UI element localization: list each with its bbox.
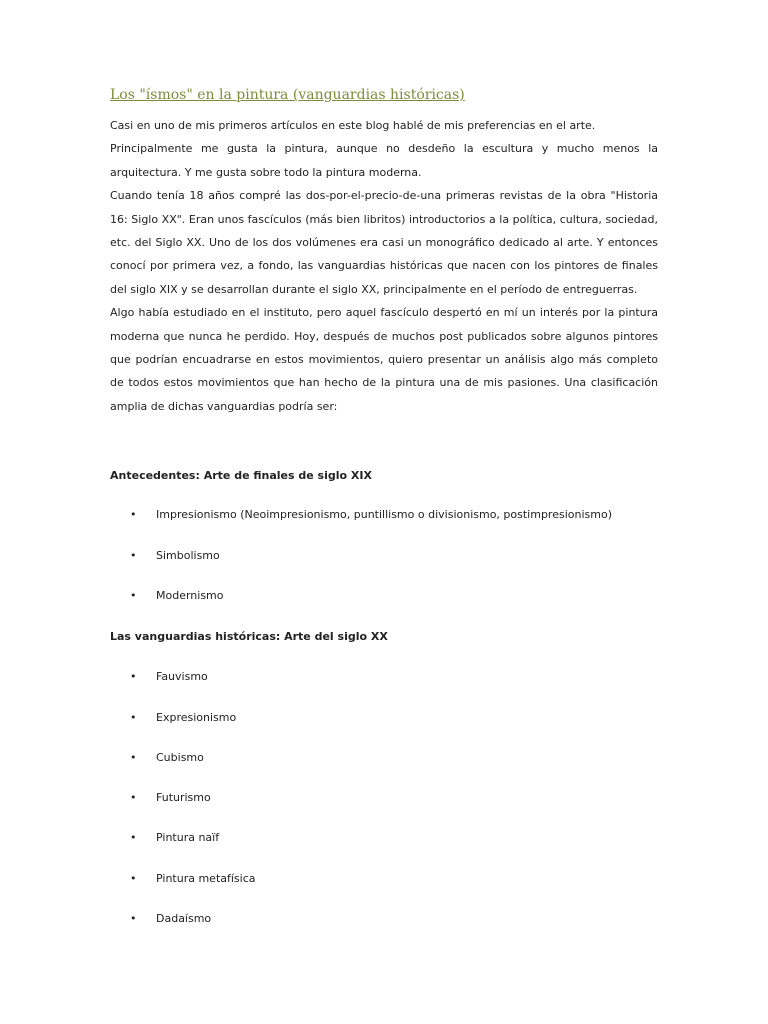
list-item: [130, 791, 211, 804]
list-item: [130, 589, 224, 602]
section-heading-vanguardias: Las vanguardias históricas: Arte del siglo XX: [110, 630, 388, 643]
list-item-label: Pintura naïf: [156, 831, 220, 844]
list-item-label: Cubismo: [156, 751, 204, 764]
bullet-icon: •: [130, 549, 137, 562]
list-item: [130, 872, 256, 885]
bullet-icon: •: [130, 508, 137, 521]
list-item-label: Futurismo: [156, 791, 211, 804]
list-item: [130, 711, 236, 724]
list-item-label: Pintura metafísica: [156, 872, 256, 885]
bullet-icon: •: [130, 831, 137, 844]
bullet-icon: •: [130, 751, 137, 764]
bullet-icon: •: [130, 589, 137, 602]
list-item-label: Simbolismo: [156, 549, 220, 562]
list-item-label: Expresionismo: [156, 711, 237, 724]
bullet-icon: •: [130, 872, 137, 885]
bullet-icon: •: [130, 711, 137, 724]
list-item-label: Dadaísmo: [156, 912, 212, 925]
paragraph: Cuando tenía 18 años compré las dos-por-el-precio-de-una primeras revistas de la obra "Historia 16: Siglo XX". Eran unos fascículos (más bien libritos) introductorios a la política, cultura, sociedad, etc. del Siglo XX. Uno de los dos volúmenes era casi un monográfico dedicado al arte. Y entonces conocí por primera vez, a fondo, las vanguardias históricas que nacen con los pintores de finales del siglo XIX y se desarrollan durante el siglo XX, principalmente en el período de entreguerras.: [110, 189, 658, 296]
bullet-icon: •: [130, 670, 137, 683]
article-body: [110, 114, 658, 418]
bullet-icon: •: [130, 791, 137, 804]
list-item-label: Modernismo: [156, 589, 224, 602]
list-item: [130, 508, 612, 521]
article-title[interactable]: Los "ísmos" en la pintura (vanguardias históricas): [110, 87, 465, 103]
section-heading-antecedentes: Antecedentes: Arte de finales de siglo XIX: [110, 469, 372, 482]
paragraph: Principalmente me gusta la pintura, aunque no desdeño la escultura y mucho menos la arquitectura. Y me gusta sobre todo la pintura moderna.: [110, 142, 658, 179]
list-item-label: Fauvismo: [156, 670, 208, 683]
paragraph: Algo había estudiado en el instituto, pero aquel fascículo despertó en mí un interés por la pintura moderna que nunca he perdido. Hoy, después de muchos post publicados sobre algunos pintores que podrían encuadrarse en estos movimientos, quiero presentar un análisis algo más completo de todos estos movimientos que han hecho de la pintura una de mis pasiones. Una clasificación amplia de dichas vanguardias podría ser:: [110, 306, 658, 413]
bullet-icon: •: [130, 912, 137, 925]
list-item: [130, 670, 208, 683]
list-item: [130, 912, 211, 925]
list-item-label: Impresionismo (Neoimpresionismo, puntillismo o divisionismo, postimpresionismo): [156, 508, 612, 521]
list-item: [130, 549, 220, 562]
list-item: [130, 751, 204, 764]
list-item: [130, 831, 219, 844]
paragraph: Casi en uno de mis primeros artículos en este blog hablé de mis preferencias en el arte.: [110, 119, 596, 132]
